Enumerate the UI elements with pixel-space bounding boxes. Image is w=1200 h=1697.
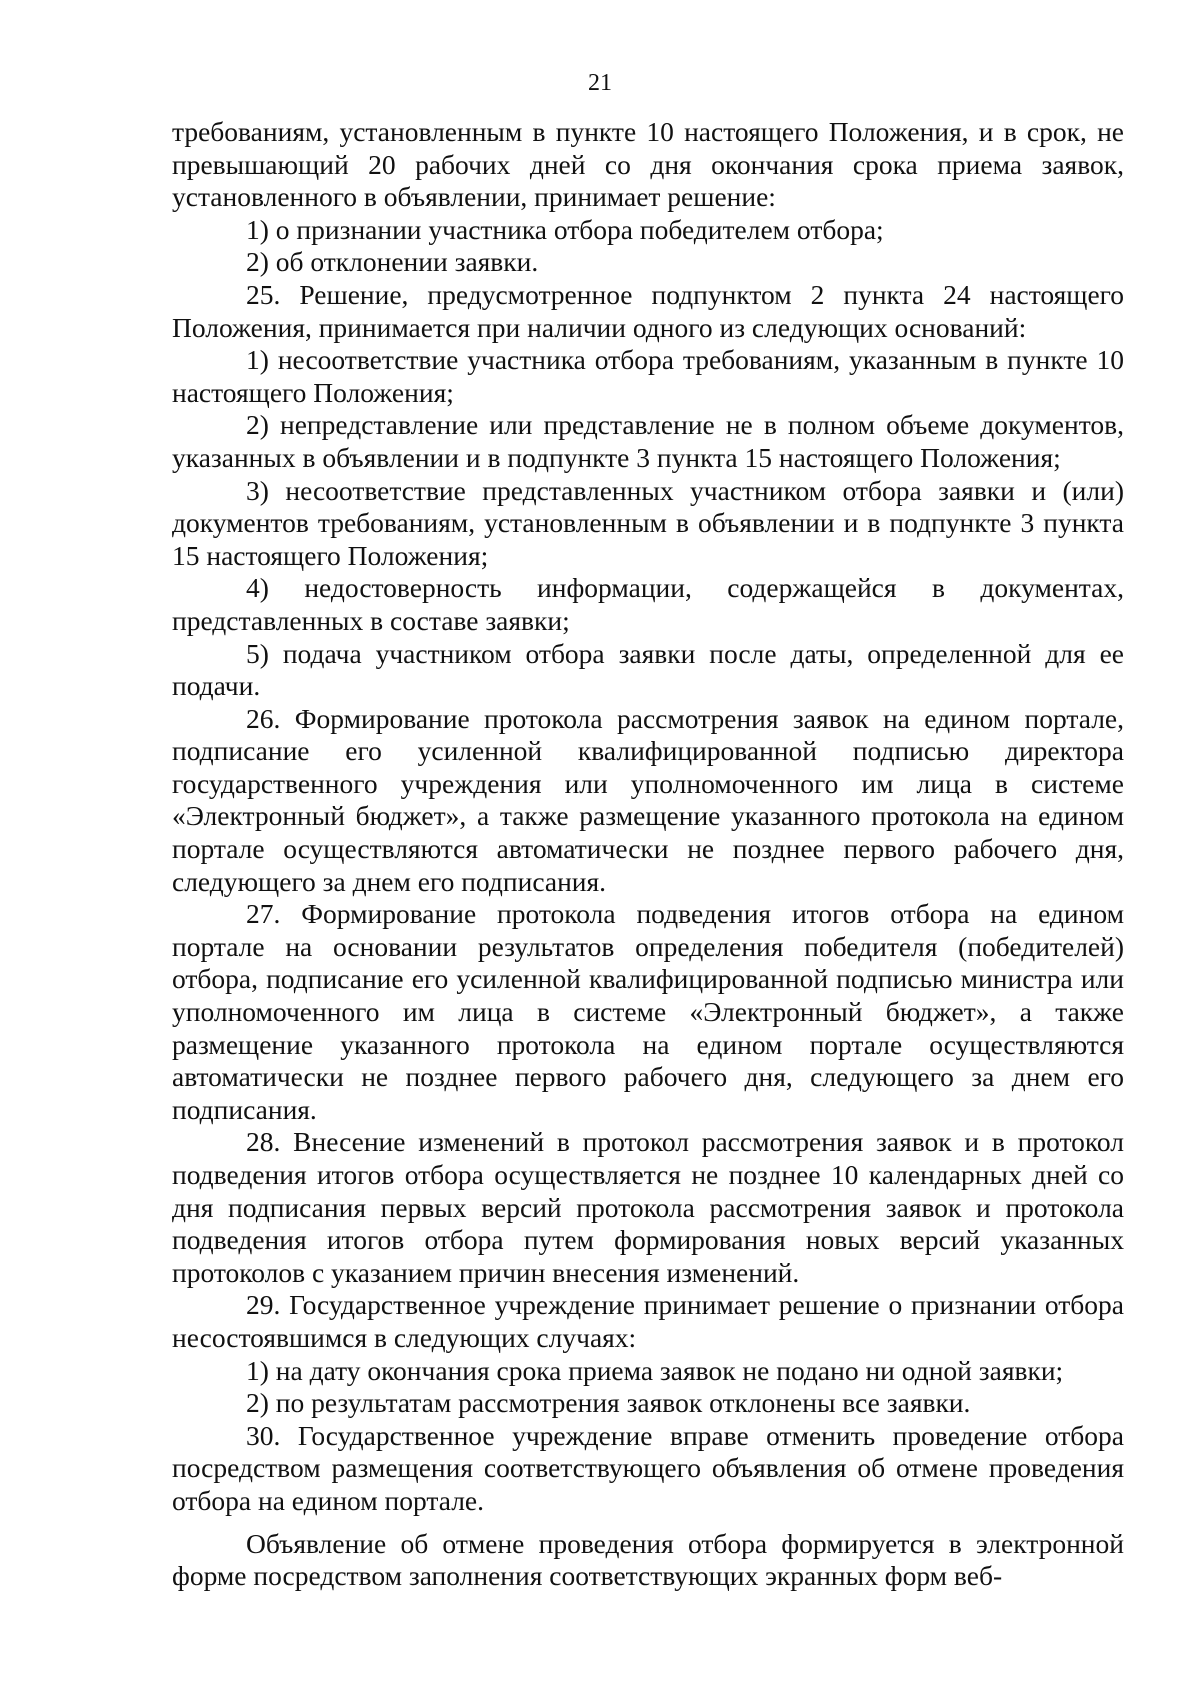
paragraph: 27. Формирование протокола подведения итогов отбора на едином портале на основании результатов определения победителя (победителей) отбора, подписание его усиленной квалифицированной подписью министра или уполномоченного им лица в системе «Электронный бюджет», а также размещение указанного протокола на едином портале осуществляются автоматически не позднее первого рабочего дня, следующего за днем его подписания. [172, 898, 1124, 1125]
paragraph: 29. Государственное учреждение принимает решение о признании отбора несостоявшимся в следующих случаях: [172, 1289, 1124, 1353]
paragraph: 1) несоответствие участника отбора требованиям, указанным в пункте 10 настоящего Положения; [172, 344, 1124, 408]
paragraph: 25. Решение, предусмотренное подпунктом 2 пункта 24 настоящего Положения, принимается при наличии одного из следующих оснований: [172, 278, 1124, 343]
paragraph: 1) на дату окончания срока приема заявок не подано ни одной заявки; [246, 1354, 1064, 1386]
paragraph: 3) несоответствие представленных участником отбора заявки и (или) документов требованиям, установленным в объявлении и в подпункте 3 пункта 15 настоящего Положения; [172, 474, 1124, 571]
paragraph: 26. Формирование протокола рассмотрения заявок на едином портале, подписание его усиленной квалифицированной подписью директора государственного учреждения или уполномоченного им лица в системе «Электронный бюджет», а также размещение указанного протокола на едином портале осуществляются автоматически не позднее первого рабочего дня, следующего за днем его подписания. [172, 702, 1124, 897]
document-body [172, 116, 1124, 1593]
paragraph: 2) непредставление или представление не в полном объеме документов, указанных в объявлении и в подпункте 3 пункта 15 настоящего Положения; [172, 409, 1124, 473]
paragraph: 2) по результатам рассмотрения заявок отклонены все заявки. [246, 1387, 971, 1419]
paragraph: 4) недостоверность информации, содержащейся в документах, представленных в составе заявки; [172, 572, 1124, 636]
paragraph: 2) об отклонении заявки. [246, 246, 539, 278]
paragraph: 28. Внесение изменений в протокол рассмотрения заявок и в протокол подведения итогов отбора осуществляется не позднее 10 календарных дней со дня подписания первых версий протокола рассмотрения заявок и протокола подведения итогов отбора путем формирования новых версий указанных протоколов с указанием причин внесения изменений. [172, 1126, 1124, 1288]
paragraph: 5) подача участником отбора заявки после даты, определенной для ее подачи. [172, 637, 1124, 702]
paragraph: Объявление об отмене проведения отбора формируется в электронной форме посредством заполнения соответствующих экранных форм веб- [172, 1527, 1124, 1592]
paragraph: 1) о признании участника отбора победителем отбора; [246, 213, 884, 245]
page-number: 21 [588, 70, 612, 96]
paragraph: 30. Государственное учреждение вправе отменить проведение отбора посредством размещения соответствующего объявления об отмене проведения отбора на едином портале. [172, 1419, 1124, 1516]
paragraph: требованиям, установленным в пункте 10 настоящего Положения, и в срок, не превышающий 20 рабочих дней со дня окончания срока приема заявок, установленного в объявлении, принимает решение: [172, 116, 1124, 213]
